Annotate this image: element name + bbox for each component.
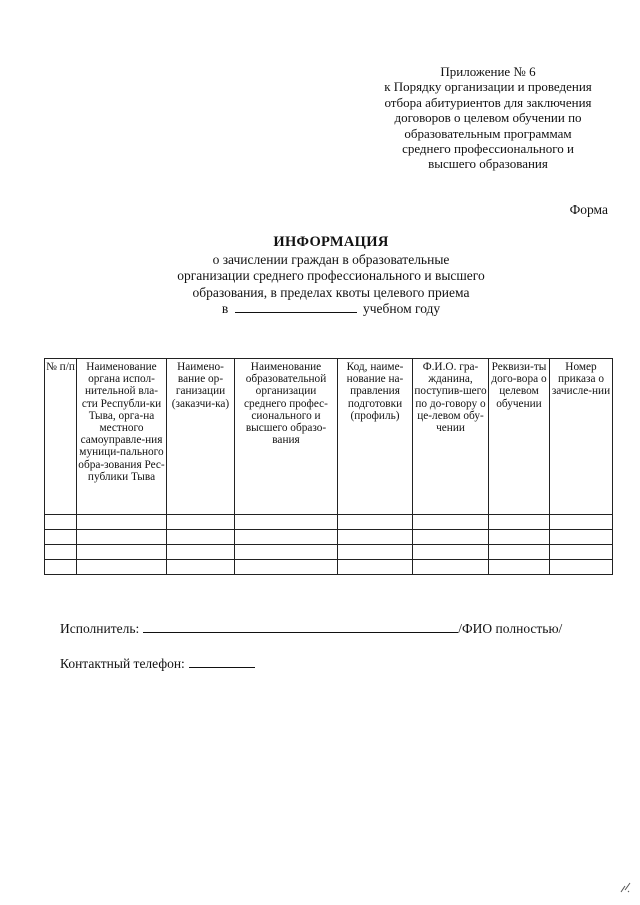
table-cell[interactable]: [413, 560, 489, 575]
document-title-block: [140, 234, 522, 318]
column-header-customer: Наимено-вание ор-ганизации (заказчи-ка): [167, 359, 235, 515]
table-cell[interactable]: [235, 560, 338, 575]
table-cell[interactable]: [45, 545, 77, 560]
table-cell[interactable]: [550, 515, 613, 530]
enrollment-table: [44, 358, 613, 575]
appendix-line: образовательным программам: [404, 125, 572, 141]
title-line: организации среднего профессионального и высшего: [177, 268, 485, 283]
table-cell[interactable]: [45, 560, 77, 575]
appendix-line: среднего профессионального и: [402, 141, 574, 157]
year-prefix: в: [221, 301, 229, 316]
table-cell[interactable]: [338, 545, 413, 560]
table-cell[interactable]: [338, 560, 413, 575]
document-title: ИНФОРМАЦИЯ: [273, 234, 389, 250]
table-cell[interactable]: [77, 530, 167, 545]
table-row: [45, 515, 613, 530]
contact-phone-line: [60, 656, 255, 672]
appendix-line: договоров о целевом обучении по: [394, 110, 582, 126]
appendix-header: [358, 64, 618, 172]
academic-year-line: [140, 301, 522, 318]
column-header-contract-details: Реквизи-ты дого-вора о целевом обучении: [489, 359, 550, 515]
table-cell[interactable]: [338, 530, 413, 545]
column-header-number: № п/п: [45, 359, 77, 515]
table-row: [45, 560, 613, 575]
appendix-line: высшего образования: [428, 156, 548, 172]
table-cell[interactable]: [489, 530, 550, 545]
appendix-line: Приложение № 6: [440, 64, 536, 79]
executor-suffix: /ФИО полностью/: [458, 621, 563, 636]
table-cell[interactable]: [489, 560, 550, 575]
table-cell[interactable]: [77, 545, 167, 560]
contact-phone-label: Контактный телефон:: [60, 656, 185, 671]
appendix-line: к Порядку организации и проведения: [384, 79, 592, 95]
table-cell[interactable]: [338, 515, 413, 530]
table-cell[interactable]: [167, 560, 235, 575]
appendix-line: отбора абитуриентов для заключения: [384, 94, 592, 110]
academic-year-blank[interactable]: [235, 301, 357, 313]
table-cell[interactable]: [550, 530, 613, 545]
table-header-row: [45, 359, 613, 515]
column-header-program-code: Код, наиме-нование на-правления подготовки (профиль): [338, 359, 413, 515]
table-cell[interactable]: [167, 545, 235, 560]
table-cell[interactable]: [77, 560, 167, 575]
scan-mark-icon: [619, 880, 633, 894]
table-cell[interactable]: [45, 530, 77, 545]
table-cell[interactable]: [235, 515, 338, 530]
table-cell[interactable]: [413, 545, 489, 560]
column-header-order-number: Номер приказа о зачисле-нии: [550, 359, 613, 515]
table-cell[interactable]: [413, 515, 489, 530]
table-row: [45, 545, 613, 560]
executor-name-blank[interactable]: [143, 621, 458, 633]
executor-line: [60, 621, 562, 637]
title-line: образования, в пределах квоты целевого приема: [192, 284, 470, 300]
table-cell[interactable]: [550, 545, 613, 560]
table-cell[interactable]: [413, 530, 489, 545]
table-cell[interactable]: [489, 515, 550, 530]
table-cell[interactable]: [167, 530, 235, 545]
form-label: Форма: [569, 202, 608, 217]
executor-label: Исполнитель:: [60, 621, 140, 636]
table-cell[interactable]: [167, 515, 235, 530]
table-cell[interactable]: [235, 530, 338, 545]
title-line: о зачислении граждан в образовательные: [212, 251, 450, 267]
year-suffix: учебном году: [362, 301, 441, 316]
table-row: [45, 530, 613, 545]
table-cell[interactable]: [45, 515, 77, 530]
column-header-citizen-name: Ф.И.О. гра-жданина, поступив-шего по до-говору о це-левом обу-чении: [413, 359, 489, 515]
table-cell[interactable]: [489, 545, 550, 560]
column-header-authority: Наименование органа испол-нительной вла-сти Республи-ки Тыва, орга-на местного самоуправле-ния муници-пального обра-зования Рес-публики Тыва: [77, 359, 167, 515]
table-cell[interactable]: [550, 560, 613, 575]
table-cell[interactable]: [77, 515, 167, 530]
column-header-educational-organization: Наименование образовательной организации среднего профес-сионального и высшего образо-вания: [235, 359, 338, 515]
table-cell[interactable]: [235, 545, 338, 560]
contact-phone-blank[interactable]: [189, 656, 255, 668]
